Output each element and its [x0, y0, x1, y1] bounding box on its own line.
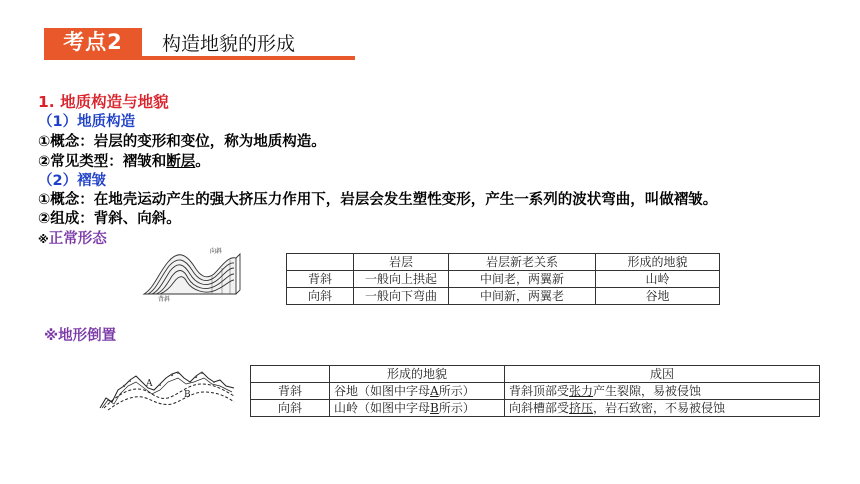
label-b: B [184, 390, 191, 400]
landform-letter: A [430, 384, 439, 398]
types-prefix: ②常见类型：褶皱和 [38, 154, 167, 170]
table-header-cell: 岩层新老关系 [449, 254, 596, 271]
section-heading: 1. 地质构造与地貌 [38, 93, 169, 111]
table-row [287, 288, 720, 305]
table-header-cell: 形成的地貌 [596, 254, 720, 271]
landform-suffix: 所示） [438, 401, 475, 415]
page-title: 构造地貌的形成 [162, 33, 296, 55]
table-header-cell [287, 254, 354, 271]
normal-form-table [286, 253, 720, 305]
cause-text: 背斜顶部受 [509, 384, 570, 398]
table-cell: 谷地 [596, 288, 720, 305]
table-header-row [251, 366, 820, 383]
table-cell: 山岭 [596, 271, 720, 288]
table-row [251, 400, 820, 417]
types-line [38, 152, 210, 172]
fold-definition-line: ①概念：在地壳运动产生的强大挤压力作用下，岩层会发生塑性变形，产生一系列的波状弯曲，叫做褶皱。 [38, 192, 718, 208]
table-cell: 一般向上拱起 [354, 271, 449, 288]
table-cell: 背斜 [287, 271, 354, 288]
topic-badge: 考点2 [44, 28, 142, 56]
table-cell: 中间老，两翼新 [449, 271, 596, 288]
composition-line: ②组成：背斜、向斜。 [38, 211, 181, 227]
table-cell: 向斜 [251, 400, 330, 417]
subheading-fold: （2）褶皱 [38, 173, 107, 189]
table-header-row [287, 254, 720, 271]
table-cell: 向斜 [287, 288, 354, 305]
table-row [251, 383, 820, 400]
syncline-fig-label: 向斜 [210, 248, 223, 255]
cause-text: 向斜槽部受 [509, 401, 570, 415]
inverted-terrain-table [250, 365, 820, 417]
subheading-structure: （1）地质构造 [38, 114, 136, 130]
anticline-fig-label: 背斜 [158, 296, 171, 302]
definition-line: ①概念：岩层的变形和变位，称为地质构造。 [38, 134, 326, 150]
table-cell [505, 400, 820, 417]
table-cell [505, 383, 820, 400]
table-header-cell: 岩层 [354, 254, 449, 271]
table-cell [330, 400, 505, 417]
types-suffix: 。 [195, 154, 210, 170]
fold-block-diagram [142, 244, 242, 302]
label-a: A [146, 379, 153, 389]
landform-suffix: 所示） [438, 384, 475, 398]
table-header-cell [251, 366, 330, 383]
table-cell: 中间新，两翼老 [449, 288, 596, 305]
table-row [287, 271, 720, 288]
table-header-cell: 形成的地貌 [330, 366, 505, 383]
landform-letter: B [430, 401, 439, 415]
cause-keyword: 挤压 [569, 401, 594, 415]
fault-term: 断层 [166, 154, 196, 170]
title-underline [44, 56, 355, 60]
table-cell [330, 383, 505, 400]
table-cell: 一般向下弯曲 [354, 288, 449, 305]
cause-suffix: 产生裂隙，易被侵蚀 [593, 384, 702, 398]
reference-mark: ※ [38, 233, 49, 246]
inverted-terrain-heading: ※地形倒置 [44, 328, 117, 344]
landform-text: 山岭（如图中字母 [334, 401, 431, 415]
landform-text: 谷地（如图中字母 [334, 384, 431, 398]
table-cell: 背斜 [251, 383, 330, 400]
cause-keyword: 张力 [569, 384, 594, 398]
normal-form-heading [38, 229, 107, 250]
cause-suffix: ，岩石致密，不易被侵蚀 [593, 401, 726, 415]
table-header-cell: 成因 [505, 366, 820, 383]
normal-form-title: 正常形态 [48, 231, 107, 247]
inverted-terrain-diagram [98, 364, 238, 412]
